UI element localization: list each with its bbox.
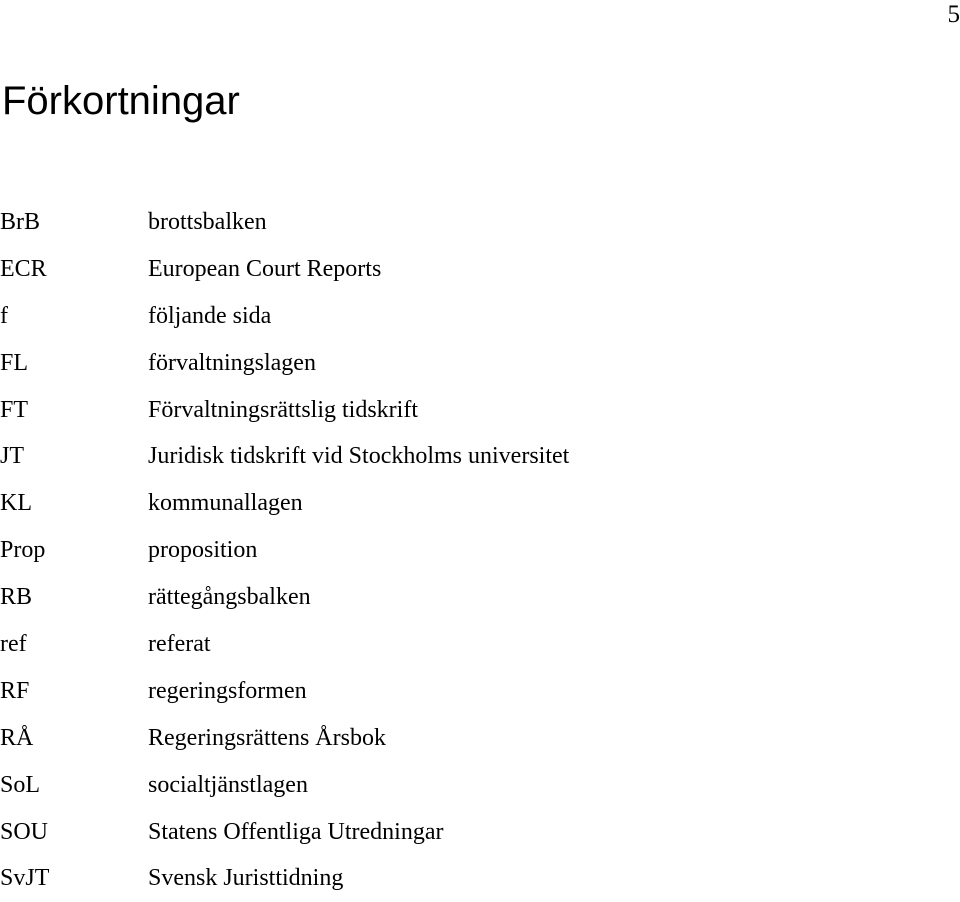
list-item bbox=[0, 668, 569, 715]
abbreviation-meaning: European Court Reports bbox=[148, 256, 381, 283]
list-item bbox=[0, 762, 569, 809]
abbreviation: SvJT bbox=[0, 865, 148, 892]
abbreviation-meaning: Regeringsrättens Årsbok bbox=[148, 725, 386, 752]
list-item bbox=[0, 387, 569, 434]
list-item bbox=[0, 199, 569, 246]
abbreviation: FT bbox=[0, 397, 148, 424]
abbreviation: Prop bbox=[0, 537, 148, 564]
abbreviation-list bbox=[0, 199, 569, 902]
abbreviation: f bbox=[0, 303, 148, 330]
list-item bbox=[0, 621, 569, 668]
abbreviation-meaning: Statens Offentliga Utredningar bbox=[148, 819, 443, 846]
abbreviation-meaning: Förvaltningsrättslig tidskrift bbox=[148, 397, 418, 424]
abbreviation: RB bbox=[0, 584, 148, 611]
abbreviation-meaning: referat bbox=[148, 631, 211, 658]
abbreviation-meaning: kommunallagen bbox=[148, 490, 303, 517]
page-title: Förkortningar bbox=[2, 76, 240, 126]
page-number: 5 bbox=[948, 0, 960, 30]
abbreviation-meaning: proposition bbox=[148, 537, 257, 564]
list-item bbox=[0, 855, 569, 902]
list-item bbox=[0, 433, 569, 480]
abbreviation: FL bbox=[0, 350, 148, 377]
abbreviation-meaning: följande sida bbox=[148, 303, 271, 330]
abbreviation-meaning: regeringsformen bbox=[148, 678, 307, 705]
abbreviation-meaning: rättegångsbalken bbox=[148, 584, 311, 611]
abbreviation: KL bbox=[0, 490, 148, 517]
list-item bbox=[0, 480, 569, 527]
list-item bbox=[0, 527, 569, 574]
list-item bbox=[0, 809, 569, 856]
abbreviation: JT bbox=[0, 443, 148, 470]
abbreviation-meaning: förvaltningslagen bbox=[148, 350, 316, 377]
list-item bbox=[0, 715, 569, 762]
abbreviation: ECR bbox=[0, 256, 148, 283]
list-item bbox=[0, 246, 569, 293]
list-item bbox=[0, 574, 569, 621]
list-item bbox=[0, 293, 569, 340]
abbreviation: SOU bbox=[0, 819, 148, 846]
abbreviation: RÅ bbox=[0, 725, 148, 752]
list-item bbox=[0, 340, 569, 387]
abbreviation-meaning: socialtjänstlagen bbox=[148, 772, 308, 799]
abbreviation: ref bbox=[0, 631, 148, 658]
abbreviation-meaning: Svensk Juristtidning bbox=[148, 865, 343, 892]
abbreviation: RF bbox=[0, 678, 148, 705]
abbreviation-meaning: Juridisk tidskrift vid Stockholms universitet bbox=[148, 443, 569, 470]
abbreviation: BrB bbox=[0, 209, 148, 236]
abbreviation-meaning: brottsbalken bbox=[148, 209, 267, 236]
abbreviation: SoL bbox=[0, 772, 148, 799]
